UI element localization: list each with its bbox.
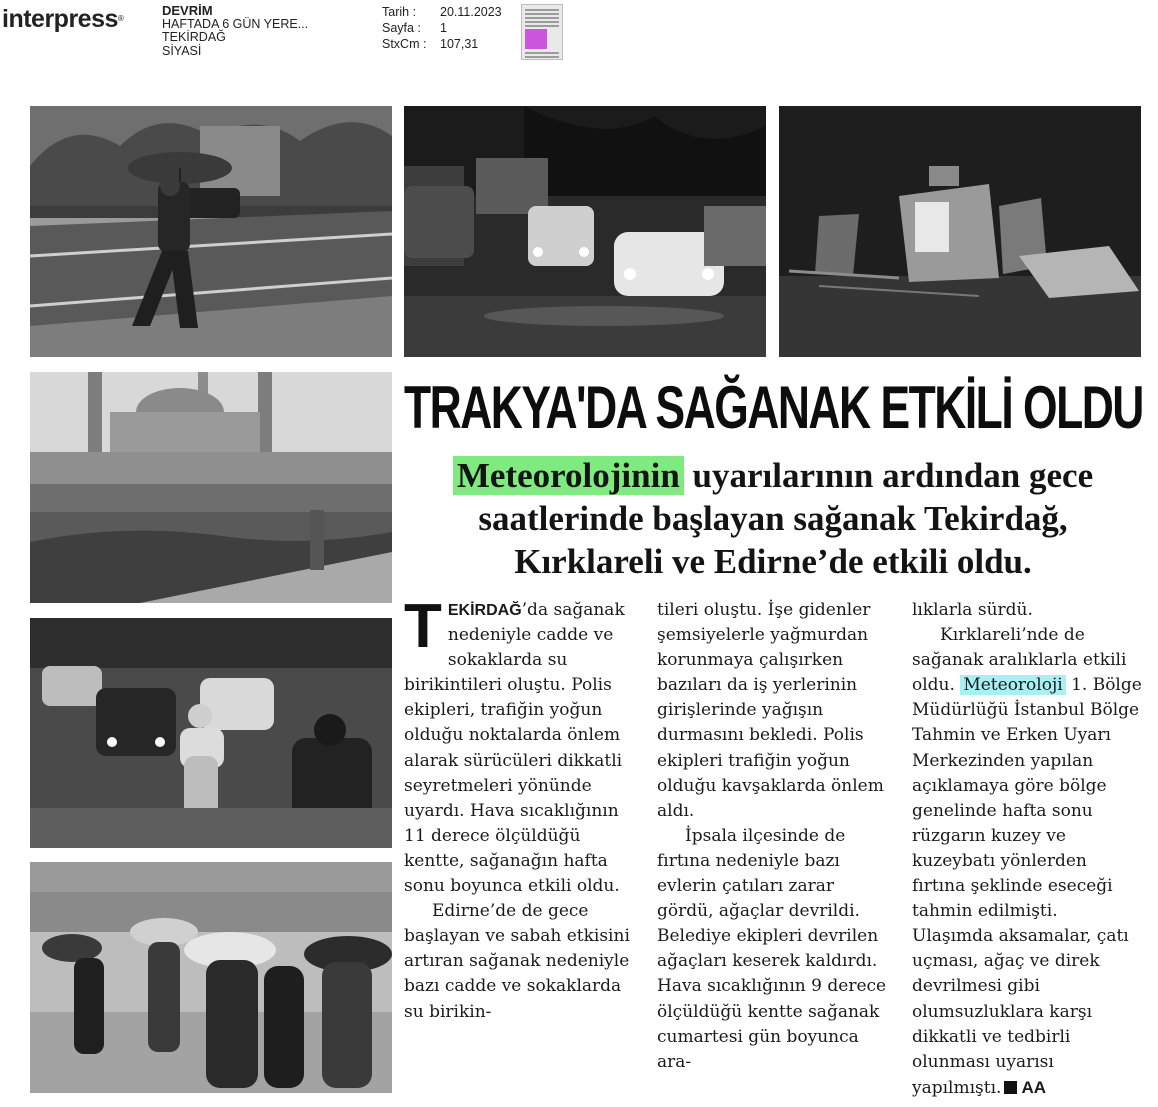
paragraph: tileri oluştu. İşe gidenler şemsiyelerle yağmurdan korunmaya çalışırken bazıları da iş yerlerinin girişlerinde yağışın durmasını bekledi. Polis ekipleri trafiğin yoğun olduğu kavşaklarda önlem aldı. — [657, 600, 884, 821]
paragraph: İpsala ilçesinde de fırtına nedeniyle bazı evlerin çatıları zarar gördü, ağaçlar devrildi. Belediye ekipleri devrilen ağaçları keserek kaldırdı. Hava sıcaklığının 9 derece ölçüldüğü kentte sağanak cumartesi gün boyunca ara- — [657, 825, 887, 1072]
photo-man-umbrella — [30, 106, 392, 357]
drop-cap: T — [404, 592, 442, 661]
photo-cars-flooded-road — [404, 106, 766, 357]
page-thumbnail[interactable] — [521, 4, 563, 60]
stxcm-value: 107,31 — [440, 37, 479, 51]
publication-city: TEKİRDAĞ — [162, 30, 226, 45]
photo-storm-damaged-cabin — [779, 106, 1141, 357]
photo-icon — [30, 862, 392, 1093]
paragraph-text: 1. Bölge Müdürlüğü İstanbul Bölge Tahmin ve Erken Uyarı Merkezinden yapılan açıklamaya göre bölge genelinde hafta sonu rüzgarın kuzey ve kuzeybatı yönlerden fırtına şeklinde eseceği tahmin edilmişti. Ulaşımda aksamalar, çatı uçması, ağaç ve direk devrilmesi gibi olumsuzluklara karşı dikkatli ve tedbirli olunması uyarısı yapılmıştı. — [912, 675, 1142, 1098]
deck-text: uyarılarının ardından gece saatlerinde başlayan sağanak Tekirdağ, Kırklareli ve Edirne’de etkili oldu. — [478, 456, 1094, 581]
article-deck — [404, 454, 1142, 583]
interpress-logo — [2, 4, 123, 34]
logo-text: interpress — [2, 5, 118, 33]
publication-info — [162, 4, 308, 58]
page-title: TRAKYA'DA SAĞANAK ETKİLİ OLDU — [404, 374, 1143, 441]
thumbnail-highlight — [525, 29, 547, 49]
photo-icon — [30, 372, 392, 603]
lead-city: EKİRDAĞ — [447, 602, 522, 619]
agency-signature: AA — [1021, 1077, 1047, 1097]
photo-icon — [779, 106, 1141, 357]
publication-category: SİYASİ — [162, 43, 202, 58]
clip-meta — [382, 4, 502, 52]
paragraph: ’da sağanak nedeniyle cadde ve sokaklarda su birikintileri oluştu. Polis ekipleri, trafiğin yoğun olduğu noktalarda önlem alarak sürücüleri dikkatli seyretmeleri yönünde uyardı. Hava sıcaklığının 11 derece ölçüldüğü kentte, sağanağın hafta sonu boyunca etkili oldu. — [404, 600, 625, 897]
paragraph — [912, 623, 1144, 1101]
photo-icon — [404, 106, 766, 357]
date-value: 20.11.2023 — [440, 5, 502, 19]
page-label: Sayfa : — [382, 21, 421, 35]
search-highlight[interactable]: Meteoroloji — [960, 675, 1065, 695]
article-column-1 — [404, 592, 636, 1025]
stxcm-label: StxCm : — [382, 37, 427, 51]
photo-icon — [30, 106, 392, 357]
paragraph: lıklarla sürdü. — [912, 600, 1033, 620]
photo-icon — [30, 618, 392, 848]
publication-frequency: HAFTADA 6 GÜN YERE... — [162, 16, 309, 31]
photo-women-umbrellas — [30, 862, 392, 1093]
photo-selimiye-mosque-rain — [30, 372, 392, 603]
photo-traffic-scooter-rain — [30, 618, 392, 848]
date-label: Tarih : — [382, 5, 417, 19]
end-square-icon — [1004, 1081, 1017, 1094]
article-column-2 — [657, 598, 889, 1075]
article-column-3 — [912, 598, 1144, 1101]
paragraph: Edirne’de de gece başlayan ve sabah etkisini artıran sağanak nedeniyle bazı cadde ve sokaklarda su birikin- — [404, 901, 630, 1022]
article-end-mark — [1001, 1078, 1046, 1097]
publication-name: DEVRİM — [162, 3, 213, 18]
registered-mark: ® — [117, 14, 124, 23]
page-value: 1 — [440, 21, 447, 35]
paragraph-text: Kırklareli’nde de sağanak aralıklarla etkili oldu. — [912, 625, 1127, 696]
deck-highlight[interactable]: Meteorolojinin — [453, 456, 684, 495]
